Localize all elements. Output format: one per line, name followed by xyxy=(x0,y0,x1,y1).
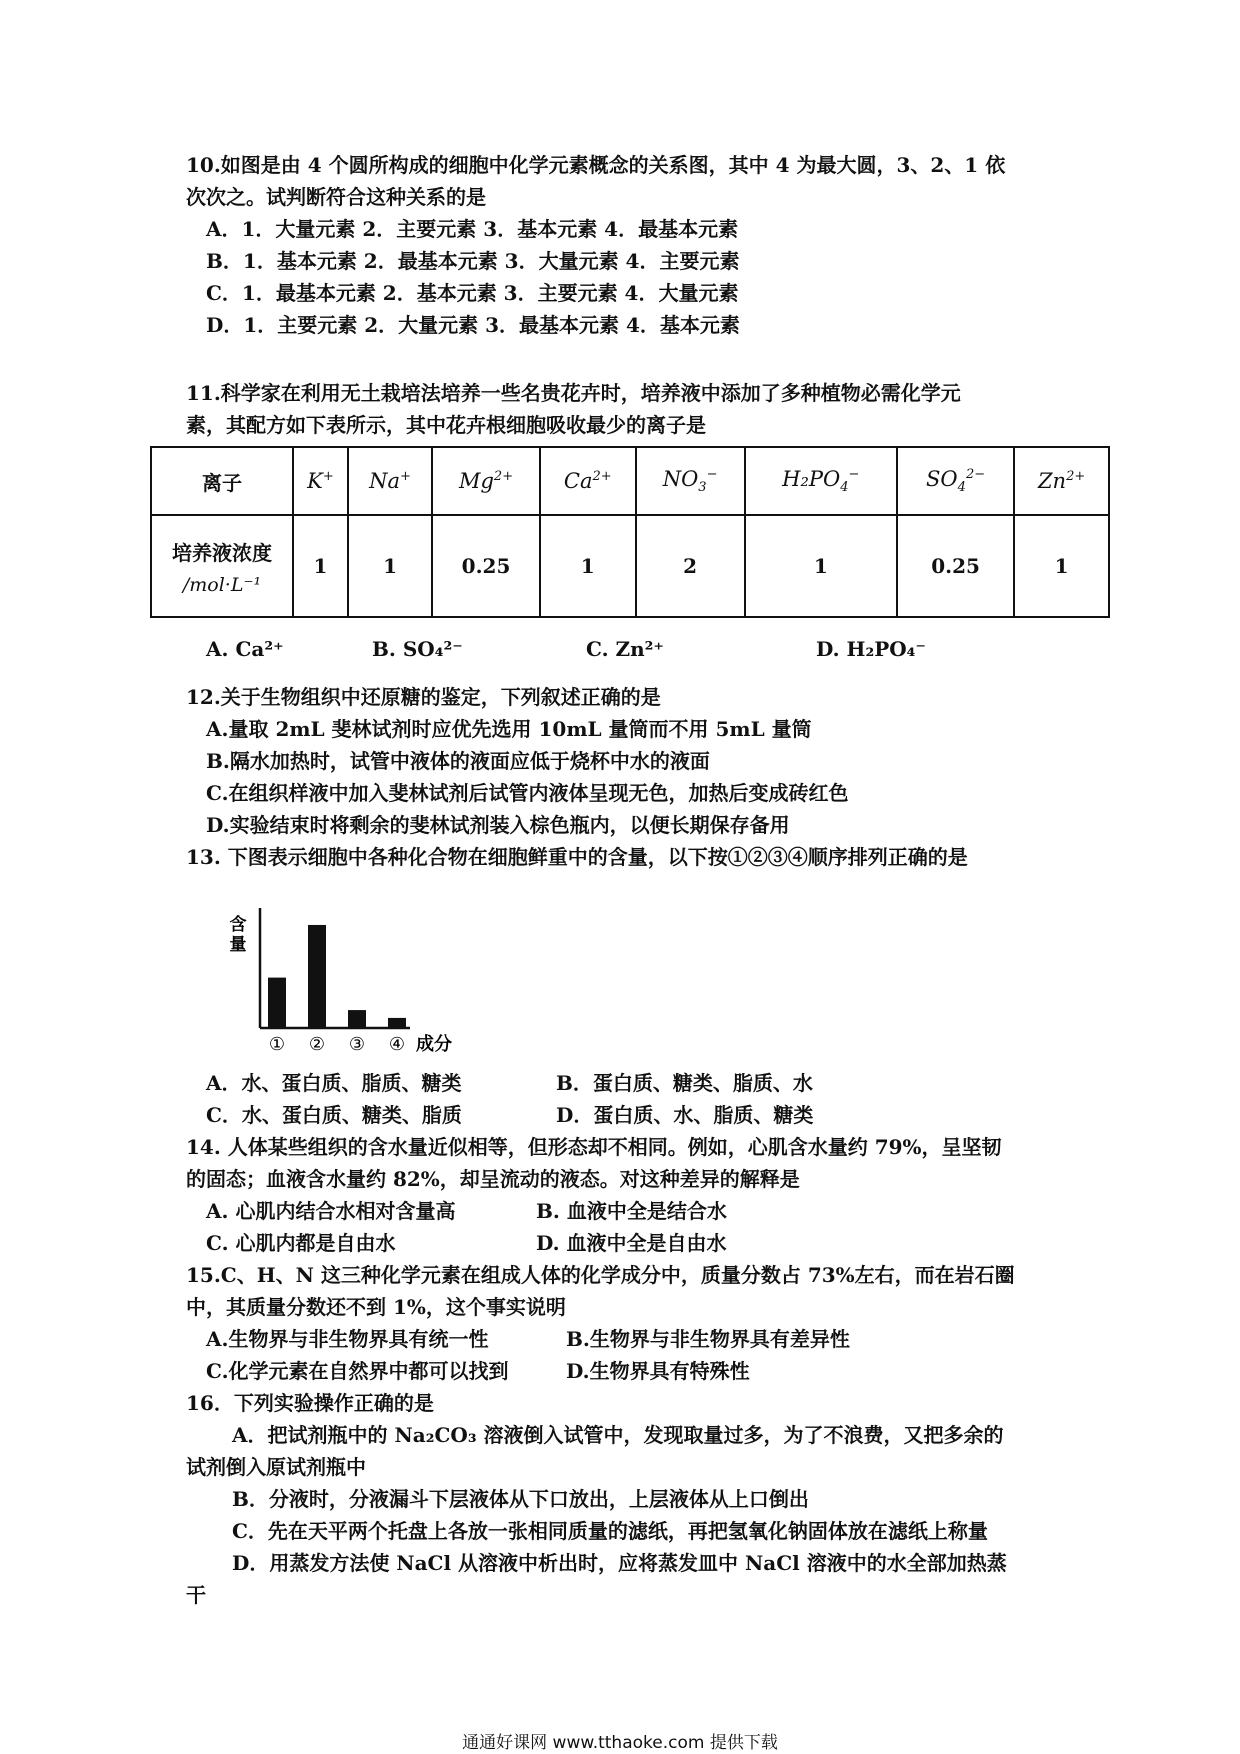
table-value-cell: 0.25 xyxy=(897,515,1014,617)
q15-option-d: D.生物界具有特殊性 xyxy=(566,1359,750,1383)
x-tick-label: ① xyxy=(268,1034,286,1055)
table-value-cell: 1 xyxy=(1014,515,1109,617)
table-ion-cell: $Mg^{2+}$ xyxy=(432,447,540,515)
q14-stem-line1: 14. 人体某些组织的含水量近似相等，但形态却不相同。例如，心肌含水量约 79%，呈坚韧 xyxy=(186,1135,1002,1159)
table-value-cell: 2 xyxy=(636,515,745,617)
x-axis-label: 成分 xyxy=(416,1034,452,1055)
q10-stem-line2: 次次之。试判断符合这种关系的是 xyxy=(186,185,486,209)
x-tick-label: ③ xyxy=(348,1034,366,1055)
q15-stem-line1: 15.C、H、N 这三种化学元素在组成人体的化学成分中，质量分数占 73%左右，而在岩石圈 xyxy=(186,1263,1015,1287)
bar xyxy=(388,1018,406,1028)
q13-option-c: C．水、蛋白质、糖类、脂质 xyxy=(206,1103,462,1127)
q13-stem: 13. 下图表示细胞中各种化合物在细胞鲜重中的含量，以下按①②③④顺序排列正确的是 xyxy=(186,845,968,869)
q15-option-a: A.生物界与非生物界具有统一性 xyxy=(206,1327,489,1351)
bar xyxy=(308,925,326,1028)
q15-option-c: C.化学元素在自然界中都可以找到 xyxy=(206,1359,509,1383)
table-value-cell: 1 xyxy=(540,515,636,617)
q11-option-b: B. SO₄²⁻ xyxy=(372,637,463,661)
q16-option-a-line2: 试剂倒入原试剂瓶中 xyxy=(186,1455,366,1479)
table-row-unit: /mol·L⁻¹ xyxy=(182,573,262,596)
table-row-label: 培养液浓度 xyxy=(172,540,272,565)
q12-option-c: C.在组织样液中加入斐林试剂后试管内液体呈现无色，加热后变成砖红色 xyxy=(206,781,849,805)
q10-stem-line1: 10.如图是由 4 个圆所构成的细胞中化学元素概念的关系图，其中 4 为最大圆，3、2、1 依 xyxy=(186,153,1006,177)
x-tick-label: ④ xyxy=(388,1034,406,1055)
q10-option-b: B．1．基本元素 2．最基本元素 3．大量元素 4．主要元素 xyxy=(206,249,740,273)
q11-stem-line1: 11.科学家在利用无土栽培法培养一些名贵花卉时，培养液中添加了多种植物必需化学元 xyxy=(186,381,961,405)
q12-option-a: A.量取 2mL 斐林试剂时应优先选用 10mL 量筒而不用 5mL 量筒 xyxy=(206,717,812,741)
table-row-values xyxy=(151,515,1109,617)
q11-option-d: D. H₂PO₄⁻ xyxy=(816,637,926,661)
table-ion-cell: $Zn^{2+}$ xyxy=(1014,447,1109,515)
q14-stem-line2: 的固态；血液含水量约 82%，却呈流动的液态。对这种差异的解释是 xyxy=(186,1167,800,1191)
q10-option-a: A．1．大量元素 2．主要元素 3．基本元素 4．最基本元素 xyxy=(206,217,739,241)
q10-option-c: C．1．最基本元素 2．基本元素 3．主要元素 4．大量元素 xyxy=(206,281,739,305)
q15-option-b: B.生物界与非生物界具有差异性 xyxy=(566,1327,850,1351)
bar xyxy=(348,1010,366,1028)
chart-plot-area xyxy=(230,908,453,1055)
q11-stem-line2: 素，其配方如下表所示，其中花卉根细胞吸收最少的离子是 xyxy=(186,413,706,437)
q10-option-d: D．1．主要元素 2．大量元素 3．最基本元素 4．基本元素 xyxy=(206,313,740,337)
x-tick-label: ② xyxy=(308,1034,326,1055)
q12-stem: 12.关于生物组织中还原糖的鉴定，下列叙述正确的是 xyxy=(186,685,661,709)
table-ion-cell: K+ xyxy=(293,447,348,515)
q16-stem: 16．下列实验操作正确的是 xyxy=(186,1391,434,1415)
y-axis-label: 量 xyxy=(229,935,247,955)
q11-option-a: A. Ca²⁺ xyxy=(206,637,284,661)
table-value-cell: 0.25 xyxy=(432,515,540,617)
q14-option-b: B. 血液中全是结合水 xyxy=(536,1199,727,1223)
footer-source: 通通好课网 www.tthaoke.com 提供下载 xyxy=(462,1733,778,1753)
table-row-label-cell xyxy=(151,515,293,617)
q14-option-d: D. 血液中全是自由水 xyxy=(536,1231,727,1255)
table-row-ions xyxy=(151,447,1109,515)
table-ion-cell: $H_2PO_4^-$ xyxy=(745,447,897,515)
table-header-label: 离子 xyxy=(151,447,293,515)
q13-option-a: A．水、蛋白质、脂质、糖类 xyxy=(206,1071,462,1095)
y-axis-label: 含 xyxy=(229,915,247,935)
q14-option-a: A. 心肌内结合水相对含量高 xyxy=(206,1199,456,1223)
q13-option-d: D．蛋白质、水、脂质、糖类 xyxy=(556,1103,814,1127)
table-ion-cell: Na+ xyxy=(348,447,432,515)
composition-bar-chart xyxy=(220,900,500,1060)
q16-option-b: B．分液时，分液漏斗下层液体从下口放出，上层液体从上口倒出 xyxy=(232,1487,809,1511)
table-value-cell: 1 xyxy=(745,515,897,617)
q12-option-d: D.实验结束时将剩余的斐林试剂装入棕色瓶内，以便长期保存备用 xyxy=(206,813,790,837)
table-value-cell: 1 xyxy=(293,515,348,617)
q16-option-a-line1: A．把试剂瓶中的 Na₂CO₃ 溶液倒入试管中，发现取量过多，为了不浪费，又把多余的 xyxy=(232,1423,1004,1447)
table-ion-cell: $SO_4^{2-}$ xyxy=(897,447,1014,515)
q13-option-b: B．蛋白质、糖类、脂质、水 xyxy=(556,1071,813,1095)
bar xyxy=(268,978,286,1028)
q16-option-d-line2: 干 xyxy=(186,1583,206,1607)
q14-option-c: C. 心肌内都是自由水 xyxy=(206,1231,396,1255)
table-value-cell: 1 xyxy=(348,515,432,617)
ion-concentration-table xyxy=(150,446,1110,618)
q11-option-c: C. Zn²⁺ xyxy=(586,637,664,661)
q12-option-b: B.隔水加热时，试管中液体的液面应低于烧杯中水的液面 xyxy=(206,749,710,773)
q16-option-d-line1: D．用蒸发方法使 NaCl 从溶液中析出时，应将蒸发皿中 NaCl 溶液中的水全部加热蒸 xyxy=(232,1551,1007,1575)
table-ion-cell: $Ca^{2+}$ xyxy=(540,447,636,515)
table-ion-cell: $NO_3^-$ xyxy=(636,447,745,515)
q16-option-c: C．先在天平两个托盘上各放一张相同质量的滤纸，再把氢氧化钠固体放在滤纸上称量 xyxy=(232,1519,988,1543)
q15-stem-line2: 中，其质量分数还不到 1%，这个事实说明 xyxy=(186,1295,566,1319)
